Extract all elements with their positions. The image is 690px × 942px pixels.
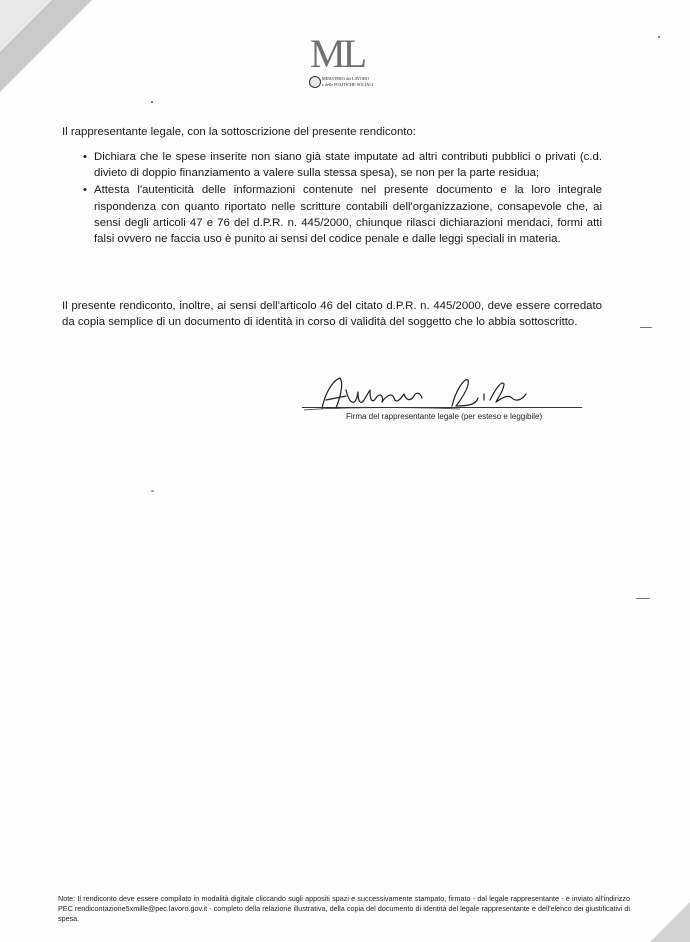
logo-line-1: MINISTERO del LAVORO bbox=[322, 76, 369, 81]
intro-paragraph: Il rappresentante legale, con la sottoscrizione del presente rendiconto: bbox=[62, 126, 416, 138]
declaration-item bbox=[62, 182, 602, 247]
declaration-text: Dichiara che le spese inserite non siano già state imputate ad altri contributi pubblici o privati (c.d. divieto di doppio finanziamento a valere sulla stessa spesa), se non per la parte residua; bbox=[94, 151, 602, 180]
scan-speck bbox=[151, 490, 154, 492]
footer-note: Note: Il rendiconto deve essere compilato in modalità digitale cliccando sugli appositi spazi e successivamente stampato, firmato - dal legale rappresentante - e inviato all'indirizzo PEC rendicontazione5xmille@pec.lavoro.gov.it - completo della relazione illustrativa, della copia del documento di identità del legale rappresentante e dell'elenco dei giustificativi di spesa. bbox=[58, 894, 630, 923]
bullet-icon: • bbox=[83, 151, 87, 163]
scan-speck bbox=[658, 36, 660, 38]
scan-corner-highlight bbox=[0, 0, 52, 52]
bullet-icon: • bbox=[83, 184, 87, 197]
republic-emblem-icon bbox=[309, 76, 321, 88]
declaration-text: Attesta l'autenticità delle informazioni contenute nel presente documento e la loro integrale rispondenza con quanto riportato nelle scritture contabili dell'organizzazione, consapevole che, ai sensi degli articoli 47 e 76 del d.P.R. n. 445/2000, chiunque rilasci dichiarazioni mendaci, formi atti falsi ovvero ne faccia uso è punito ai sensi del codice penale e dalle leggi speciali in materia. bbox=[94, 184, 602, 246]
scan-mark bbox=[636, 598, 650, 599]
ministry-logo bbox=[304, 31, 376, 90]
signature-caption: Firma del rappresentante legale (per esteso e leggibile) bbox=[346, 412, 543, 421]
logo-mark: ML bbox=[310, 31, 364, 76]
scan-corner-fold bbox=[650, 902, 690, 942]
declaration-item bbox=[62, 149, 602, 181]
scan-speck bbox=[151, 101, 153, 103]
declarations-list bbox=[62, 149, 602, 248]
closing-paragraph: Il presente rendiconto, inoltre, ai sensi dell'articolo 46 del citato d.P.R. n. 445/2000, deve essere corredato da copia semplice di un documento di identità in corso di validità del soggetto che lo abbia sottoscritto. bbox=[62, 300, 602, 329]
logo-line-2: e delle POLITICHE SOCIALI bbox=[322, 81, 374, 87]
scan-mark bbox=[640, 327, 652, 328]
signature-line bbox=[302, 407, 582, 408]
logo-caption bbox=[322, 76, 373, 87]
